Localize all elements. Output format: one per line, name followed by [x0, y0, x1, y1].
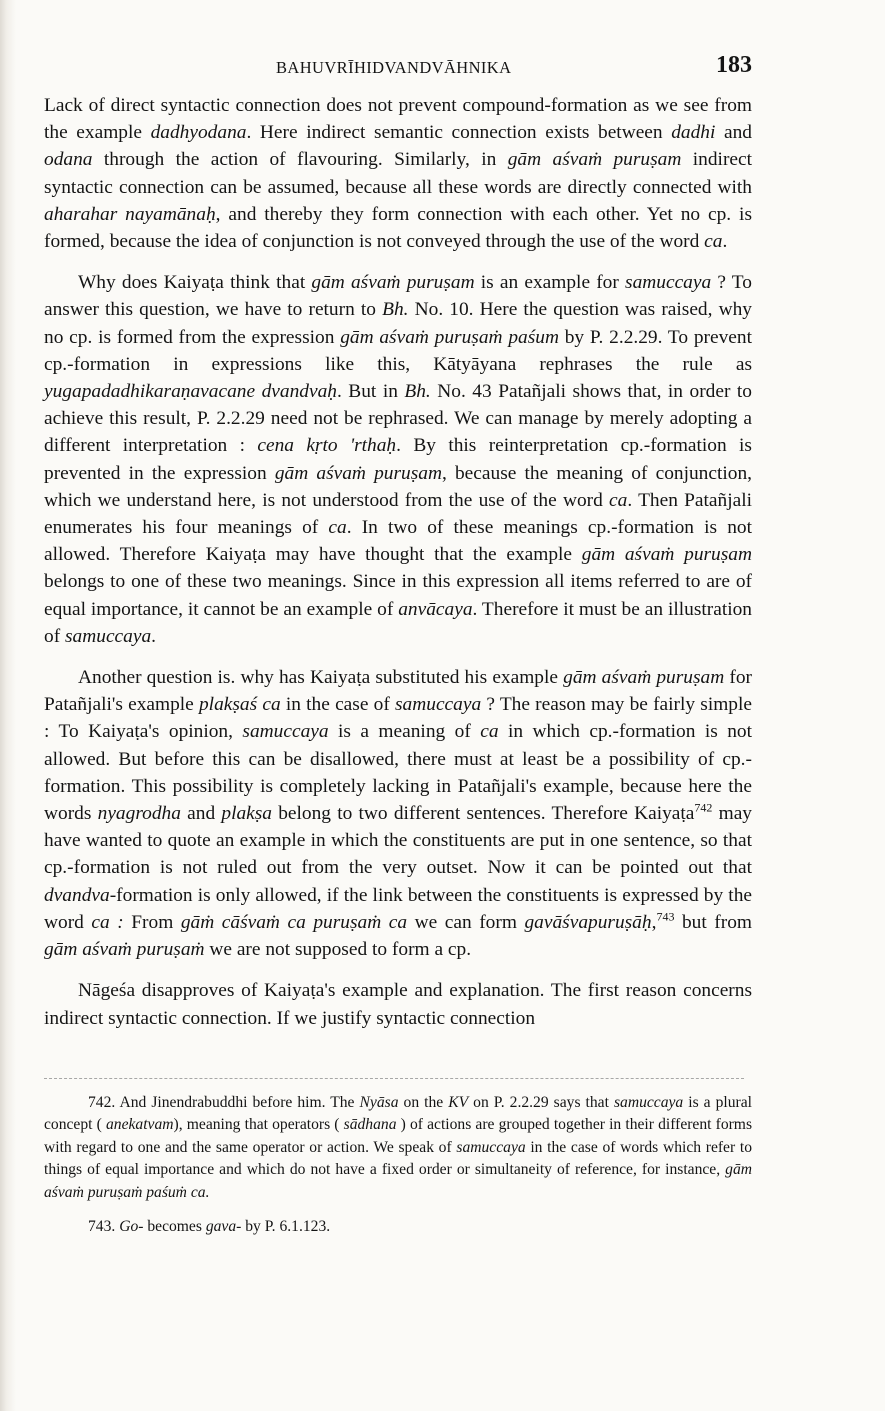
page-content	[44, 52, 752, 1046]
footnote-743: 743. Go- becomes gava- by P. 6.1.123.	[88, 1218, 331, 1236]
paragraph-1: Lack of direct syntactic connection does not prevent compound-formation as we see from the example dadhyodana. Here indirect semantic connection exists between dadhi and odana through the action of flavouring. Similarly, in gām aśvaṁ puruṣam indirect syntactic connection can be assumed, because all these words are directly connected with aharahar nayamānaḥ, and thereby they form connection with each other. Yet no cp. is formed, because the idea of conjunction is not conveyed through the use of the word ca.	[44, 95, 753, 253]
footnote-742: 742. And Jinendrabuddhi before him. The Nyāsa on the KV on P. 2.2.29 says that samuccaya is a plural concept ( anekatvam), meaning that operators ( sādhana ) of actions are grouped together in their different forms with regard to one and the same operator or action. We speak of samuccaya in the case of words which refer to things of equal importance and which do not have a fixed order or simultaneity of reference, for instance, gām aśvaṁ puruṣaṁ paśuṁ ca.	[44, 1094, 753, 1201]
page-scan-edge	[0, 0, 16, 1411]
paragraph-3: Another question is. why has Kaiyaṭa substituted his example gām aśvaṁ puruṣam for Patañjali's example plakṣaś ca in the case of samuccaya ? The reason may be fairly simple : To Kaiyaṭa's opinion, samuccaya is a meaning of ca in which cp.-formation is not allowed. But before this can be disallowed, there must at least be a possibility of cp.-formation. This possibility is completely lacking in Patañjali's example, because here the words nyagrodha and plakṣa belong to two different sentences. Therefore Kaiyaṭa$^{742}$ may have wanted to quote an example in which the constituents are put in one sentence, so that cp.-formation is not ruled out from the very outset. Now it can be pointed out that dvandva-formation is only allowed, if the link between the constituents is expressed by the word ca : From gāṁ cāśvaṁ ca puruṣaṁ ca we can form gavāśvapuruṣāḥ,$^{743}$ but from gām aśvaṁ puruṣaṁ we are not supposed to form a cp.	[44, 667, 753, 961]
page-header	[44, 52, 752, 86]
footnote-separator-rule	[44, 1078, 744, 1079]
paragraph-2: Why does Kaiyaṭa think that gām aśvaṁ puruṣam is an example for samuccaya ? To answer this question, we have to return to Bh. No. 10. Here the question was raised, why no cp. is formed from the expression gām aśvaṁ puruṣaṁ paśum by P. 2.2.29. To prevent cp.-formation in expressions like this, Kātyāyana rephrases the rule as yugapadadhikaraṇavacane dvandvaḥ. But in Bh. No. 43 Patañjali shows that, in order to achieve this result, P. 2.2.29 need not be rephrased. We can manage by merely adopting a different interpretation : cena kṛto 'rthaḥ. By this reinterpretation cp.-formation is prevented in the expression gām aśvaṁ puruṣam, because the meaning of conjunction, which we understand here, is not understood from the use of the word ca. Then Patañjali enumerates his four meanings of ca. In two of these meanings cp.-formation is not allowed. Therefore Kaiyaṭa may have thought that the example gām aśvaṁ puruṣam belongs to one of these two meanings. Since in this expression all items referred to are of equal importance, it cannot be an example of anvācaya. Therefore it must be an illustration of samuccaya.	[44, 272, 753, 647]
running-head: BAHUVRĪHIDVANDVĀHNIKA	[276, 58, 512, 77]
footnotes	[44, 1092, 752, 1250]
paragraph-4: Nāgeśa disapproves of Kaiyaṭa's example and explanation. The first reason concerns indirect syntactic connection. If we justify syntactic connection	[44, 980, 752, 1029]
page-number: 183	[716, 52, 752, 78]
